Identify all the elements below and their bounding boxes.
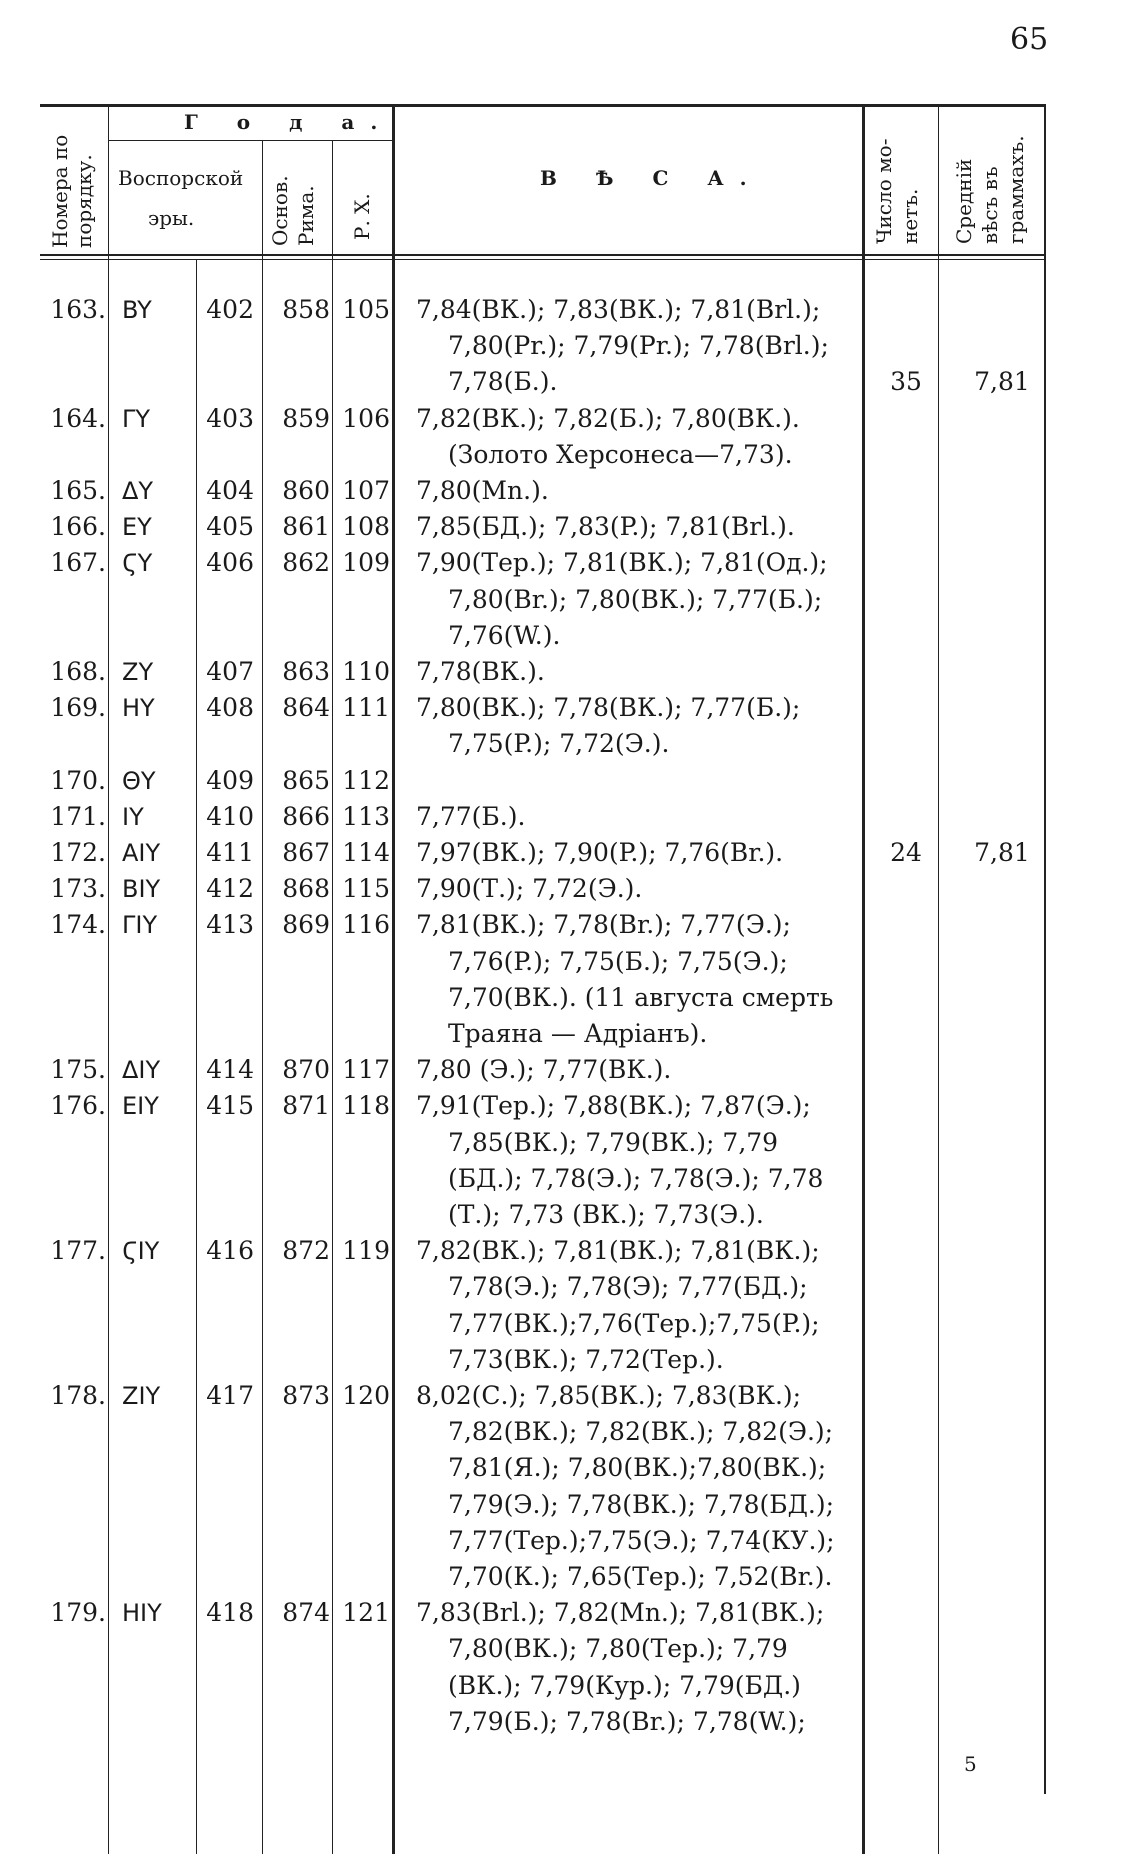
weight-line: 7,97(ВК.); 7,90(P.); 7,76(Br.). — [416, 838, 784, 867]
rome-founding-year: 871 — [282, 1091, 330, 1121]
weight-line: 7,80(ВК.); 7,78(ВК.); 7,77(Б.); — [416, 693, 801, 723]
ad-year: 114 — [342, 838, 390, 867]
bosporan-year: 418 — [206, 1598, 254, 1628]
rome-founding-year: 874 — [282, 1598, 330, 1628]
rome-founding-year: 864 — [282, 693, 330, 723]
weights-cell — [416, 835, 856, 871]
ad-year: 109 — [342, 548, 390, 578]
header-coin-count-1: Число мо- — [872, 138, 896, 244]
ad-year: 111 — [342, 693, 390, 723]
row-number: 179. — [50, 1598, 106, 1628]
weight-line: 7,79(Э.); 7,78(ВК.); 7,78(БД.); — [448, 1489, 835, 1519]
bosporan-era-letters: ZY — [122, 658, 154, 686]
weight-line: 7,75(P.); 7,72(Э.). — [448, 729, 670, 759]
row-number: 172. — [50, 838, 106, 867]
rome-founding-year: 866 — [282, 801, 330, 831]
ad-year: 116 — [342, 910, 390, 940]
bosporan-year: 414 — [206, 1055, 254, 1085]
weight-line: (Золото Херсонеса—7,73). — [448, 439, 793, 469]
bosporan-era-letters: BIY — [122, 875, 161, 904]
rome-founding-year: 865 — [282, 765, 330, 795]
ad-year: 108 — [342, 512, 390, 542]
ad-year: 119 — [342, 1236, 390, 1266]
weight-line: 7,79(Б.); 7,78(Br.); 7,78(W.); — [448, 1706, 806, 1736]
header-bottom-rule-2 — [40, 259, 1044, 260]
rome-founding-year: 868 — [282, 874, 330, 904]
weight-line: 7,77(ВК.);7,76(Тер.);7,75(P.); — [448, 1308, 820, 1338]
bosporan-era-letters: IY — [122, 802, 144, 831]
weights-cell — [416, 690, 856, 762]
coin-count: 35 — [890, 367, 922, 397]
col-divider-right — [1044, 104, 1046, 1794]
bosporan-year: 405 — [206, 512, 254, 542]
bosporan-era-letters: ΔY — [122, 477, 154, 505]
ad-year: 110 — [342, 657, 390, 686]
row-number: 176. — [50, 1091, 106, 1121]
weights-cell — [416, 1052, 856, 1088]
weights-cell — [416, 871, 856, 907]
ad-year: 118 — [342, 1091, 390, 1121]
bosporan-era-letters: ϚY — [122, 549, 153, 578]
bosporan-era-letters: EIY — [122, 1092, 159, 1121]
ad-year: 121 — [342, 1598, 390, 1628]
row-number: 168. — [50, 657, 106, 686]
col-divider-num — [108, 104, 109, 1854]
rome-founding-year: 859 — [282, 403, 330, 433]
header-after-christ: Р. Х. — [350, 193, 374, 240]
weights-cell — [416, 509, 856, 545]
ad-year: 112 — [342, 765, 390, 795]
bosporan-era-letters: HY — [122, 694, 155, 723]
bosporan-era-letters: AIY — [122, 839, 161, 867]
weight-line: 8,02(С.); 7,85(ВК.); 7,83(ВК.); — [416, 1381, 802, 1410]
weights-cell — [416, 545, 856, 654]
weight-line: 7,73(ВК.); 7,72(Тер.). — [448, 1344, 724, 1374]
col-divider-rx — [392, 104, 395, 1854]
header-average-weight-3: граммахъ. — [1004, 135, 1028, 244]
weight-line: 7,80(Pr.); 7,79(Pr.); 7,78(Brl.); — [448, 331, 829, 361]
weights-cell — [416, 1378, 856, 1595]
weights-cell — [416, 799, 856, 835]
rome-founding-year: 869 — [282, 910, 330, 940]
weight-line: 7,70(ВК.). (11 августа смерть — [448, 982, 834, 1012]
bosporan-era-letters: ΘY — [122, 766, 156, 795]
weights-cell — [416, 654, 856, 690]
weight-line: 7,83(Brl.); 7,82(Mn.); 7,81(ВК.); — [416, 1598, 825, 1628]
weight-line: 7,85(БД.); 7,83(P.); 7,81(Brl.). — [416, 512, 795, 542]
weight-line: 7,90(Т.); 7,72(Э.). — [416, 874, 643, 904]
page-number: 65 — [1010, 22, 1049, 57]
bosporan-year: 407 — [206, 657, 254, 686]
header-bottom-rule — [40, 254, 1044, 256]
col-divider-rome — [332, 140, 333, 1854]
rome-founding-year: 863 — [282, 657, 330, 686]
weight-line: 7,82(ВК.); 7,82(ВК.); 7,82(Э.); — [448, 1417, 834, 1447]
weight-line: 7,91(Тер.); 7,88(ВК.); 7,87(Э.); — [416, 1091, 811, 1121]
signature-mark: 5 — [964, 1752, 977, 1776]
bosporan-year: 406 — [206, 548, 254, 578]
weight-line: 7,82(ВК.); 7,82(Б.); 7,80(ВК.). — [416, 403, 800, 433]
header-bosporan-era-2: эры. — [148, 206, 195, 230]
weights-cell — [416, 1088, 856, 1233]
rome-founding-year: 861 — [282, 512, 330, 542]
weight-line: 7,76(W.). — [448, 620, 561, 650]
bosporan-year: 413 — [206, 910, 254, 940]
weight-line: (Т.); 7,73 (ВК.); 7,73(Э.). — [448, 1199, 764, 1229]
bosporan-era-letters: ΓY — [122, 404, 151, 433]
weight-line: 7,80 (Э.); 7,77(ВК.). — [416, 1055, 672, 1085]
weights-cell — [416, 292, 856, 401]
row-number: 163. — [50, 295, 106, 324]
bosporan-year: 408 — [206, 693, 254, 723]
bosporan-era-letters: ϚIY — [122, 1237, 160, 1266]
header-rome-founding-1: Основ. — [268, 175, 292, 246]
weights-cell — [416, 907, 856, 1052]
bosporan-era-letters: ΔIY — [122, 1056, 161, 1085]
bosporan-year: 416 — [206, 1236, 254, 1266]
ad-year: 115 — [342, 874, 390, 904]
weight-line: 7,76(P.); 7,75(Б.); 7,75(Э.); — [448, 946, 788, 976]
rome-founding-year: 860 — [282, 476, 330, 505]
weight-line: 7,70(К.); 7,65(Тер.); 7,52(Br.). — [448, 1561, 833, 1591]
ad-year: 106 — [342, 403, 390, 433]
years-group-rule — [108, 140, 392, 141]
bosporan-era-letters: BY — [122, 296, 152, 324]
bosporan-year: 402 — [206, 295, 254, 324]
table-top-rule — [40, 104, 1044, 107]
header-average-weight-1: Средній — [952, 158, 976, 244]
rome-founding-year: 867 — [282, 838, 330, 867]
bosporan-year: 417 — [206, 1381, 254, 1410]
header-average-weight-2: вѣсъ въ — [978, 166, 1002, 244]
weight-line: 7,80(ВК.); 7,80(Тер.); 7,79 — [448, 1634, 788, 1664]
weights-cell — [416, 1595, 856, 1740]
row-number: 169. — [50, 693, 106, 723]
rome-founding-year: 873 — [282, 1381, 330, 1410]
bosporan-era-letters: EY — [122, 513, 152, 542]
weight-line: 7,90(Тер.); 7,81(ВК.); 7,81(Од.); — [416, 548, 828, 578]
rome-founding-year: 862 — [282, 548, 330, 578]
weight-line: 7,81(ВК.); 7,78(Br.); 7,77(Э.); — [416, 910, 791, 940]
row-number: 165. — [50, 476, 106, 505]
weight-line: 7,80(Br.); 7,80(ВК.); 7,77(Б.); — [448, 584, 823, 614]
weights-cell — [416, 401, 856, 473]
weight-line: (ВК.); 7,79(Кур.); 7,79(БД.) — [448, 1670, 801, 1700]
header-bosporan-era-1: Воспорской — [118, 166, 244, 190]
ad-year: 107 — [342, 476, 390, 505]
rome-founding-year: 872 — [282, 1236, 330, 1266]
row-number: 177. — [50, 1236, 106, 1266]
col-divider-bosp — [262, 140, 263, 1854]
ad-year: 117 — [342, 1055, 390, 1085]
bosporan-year: 410 — [206, 801, 254, 831]
weight-line: (БД.); 7,78(Э.); 7,78(Э.); 7,78 — [448, 1163, 824, 1193]
weight-line: 7,80(Mn.). — [416, 476, 549, 505]
row-number: 178. — [50, 1381, 106, 1410]
weights-cell — [416, 473, 856, 509]
weight-line: 7,78(ВК.). — [416, 657, 545, 686]
bosporan-year: 412 — [206, 874, 254, 904]
bosporan-year: 403 — [206, 403, 254, 433]
row-number: 171. — [50, 801, 106, 831]
bosporan-era-letters: HIY — [122, 1599, 162, 1628]
average-weight: 7,81 — [974, 838, 1030, 867]
ad-year: 113 — [342, 801, 390, 831]
row-number: 170. — [50, 765, 106, 795]
bosporan-year: 411 — [206, 838, 254, 867]
bosporan-era-letters: ΓIY — [122, 911, 158, 940]
col-divider-weights — [862, 104, 865, 1854]
coin-count: 24 — [890, 838, 922, 867]
row-number: 175. — [50, 1055, 106, 1085]
row-number: 166. — [50, 512, 106, 542]
header-coin-count-2: нетъ. — [898, 188, 922, 244]
ad-year: 120 — [342, 1381, 390, 1410]
bosporan-era-letters: ZIY — [122, 1382, 161, 1410]
header-weights: В Ѣ С А. — [540, 166, 763, 190]
bosporan-year: 404 — [206, 476, 254, 505]
weights-cell — [416, 1233, 856, 1378]
weight-line: 7,81(Я.); 7,80(ВК.);7,80(ВК.); — [448, 1453, 827, 1483]
row-number: 174. — [50, 910, 106, 940]
weight-line: Траяна — Адріанъ). — [448, 1018, 708, 1048]
row-number: 167. — [50, 548, 106, 578]
header-rome-founding-2: Рима. — [294, 185, 318, 246]
row-number: 164. — [50, 403, 106, 433]
weight-line: 7,84(ВК.); 7,83(ВК.); 7,81(Brl.); — [416, 295, 821, 324]
ad-year: 105 — [342, 295, 390, 324]
rome-founding-year: 870 — [282, 1055, 330, 1085]
header-years-group: Г о д а. — [184, 110, 394, 134]
weight-line: 7,77(Тер.);7,75(Э.); 7,74(КУ.); — [448, 1525, 835, 1555]
bosporan-year: 415 — [206, 1091, 254, 1121]
weight-line: 7,85(ВК.); 7,79(ВК.); 7,79 — [448, 1127, 779, 1157]
average-weight: 7,81 — [974, 367, 1030, 397]
rome-founding-year: 858 — [282, 295, 330, 324]
weight-line: 7,77(Б.). — [416, 801, 526, 831]
row-number: 173. — [50, 874, 106, 904]
weight-line: 7,78(Э.); 7,78(Э); 7,77(БД.); — [448, 1272, 808, 1302]
header-order-number: Номера по порядку. — [48, 134, 96, 248]
weight-line: 7,82(ВК.); 7,81(ВК.); 7,81(ВК.); — [416, 1236, 820, 1266]
weight-line: 7,78(Б.). — [448, 367, 558, 397]
bosporan-year: 409 — [206, 765, 254, 795]
